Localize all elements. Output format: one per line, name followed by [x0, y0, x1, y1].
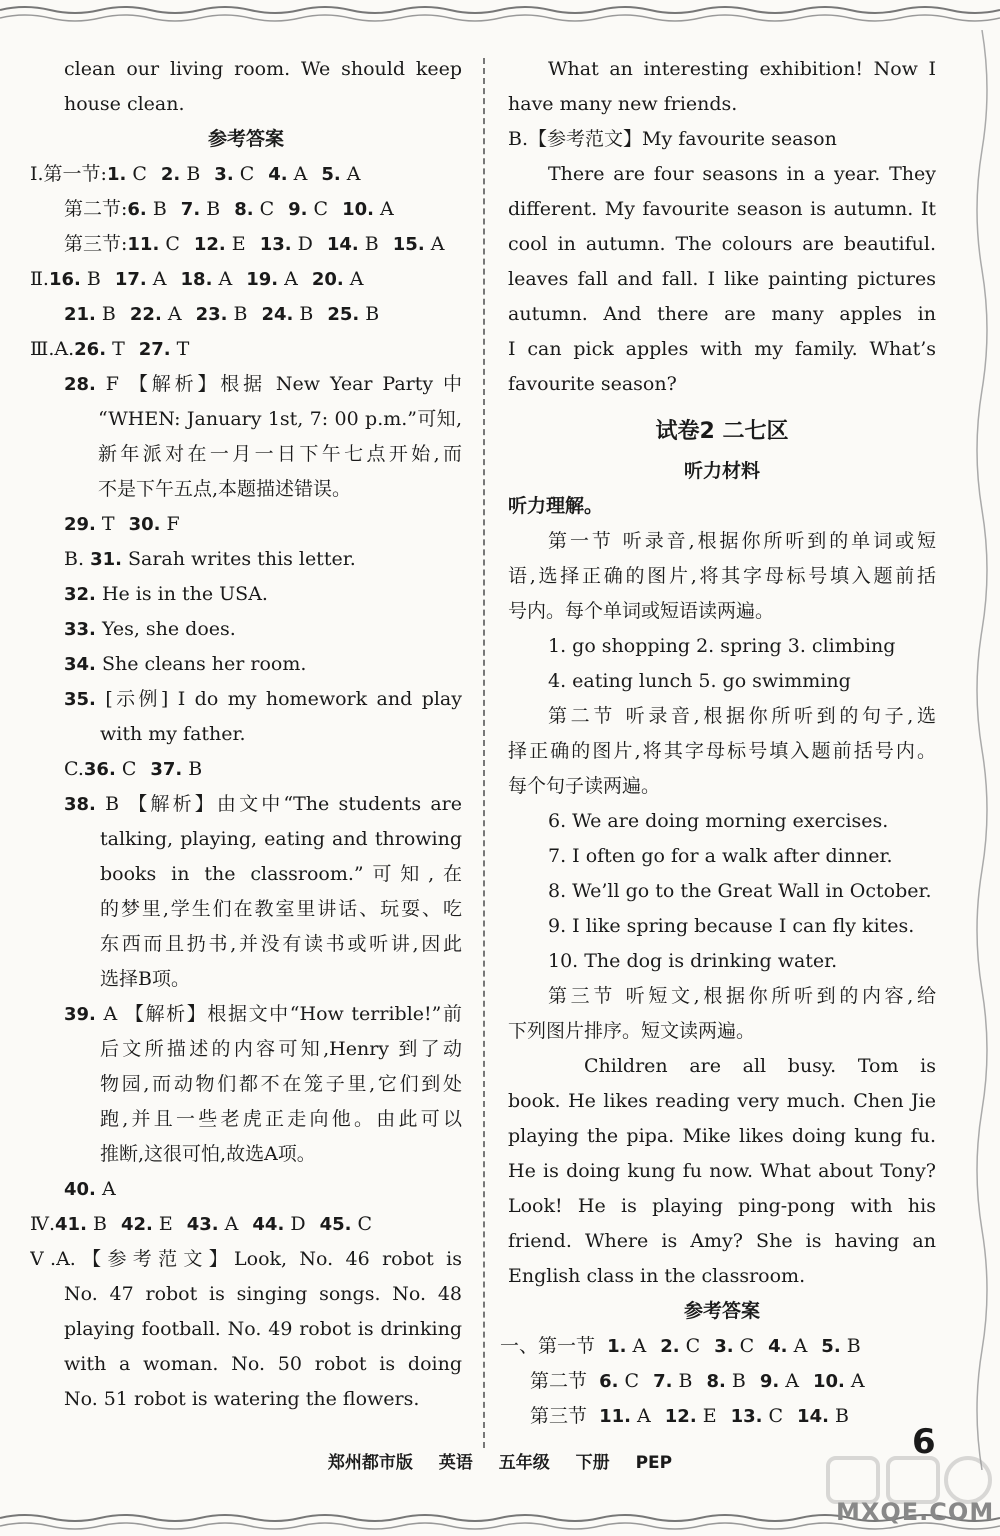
- answer-list: [74, 338, 203, 360]
- answer-number: 26.: [74, 339, 107, 360]
- answer-list: [599, 1370, 879, 1392]
- watermark-text: MXQE.COM: [836, 1498, 995, 1526]
- question-28: [30, 367, 462, 402]
- answer-item: [599, 1399, 651, 1434]
- footer-subject: 英语: [438, 1453, 473, 1473]
- answer-choice: B: [359, 303, 380, 325]
- answer-list: [55, 1213, 386, 1235]
- answer-choice: A: [631, 1405, 651, 1427]
- answer-item: [64, 507, 115, 542]
- answer-number: 23.: [195, 304, 228, 325]
- jie-label: 第二节: [530, 1370, 588, 1392]
- answer-text: [示例] I do my homework and play: [105, 688, 462, 710]
- column-divider: [483, 58, 485, 1448]
- answer-choice: C: [351, 1213, 373, 1235]
- answer-choice: C: [679, 1335, 701, 1357]
- footer-edition: 郑州都市版: [327, 1453, 413, 1473]
- answer-list: [64, 513, 194, 535]
- answer-choice: E: [225, 233, 246, 255]
- answer-choice: B: [358, 233, 379, 255]
- answer-item: [768, 1329, 807, 1364]
- answer-number: 18.: [180, 269, 213, 290]
- answer-number: 37.: [150, 759, 183, 780]
- section-1-jie-2: [30, 192, 462, 227]
- answer-number: 8.: [706, 1371, 726, 1392]
- section-label: Ⅰ.: [30, 163, 44, 185]
- text-line: There are four seasons in a year. They: [548, 163, 936, 185]
- question-31: [30, 542, 462, 577]
- answer-choice: C: [115, 758, 137, 780]
- right-decorative-border: [960, 30, 1000, 1470]
- text-line: 每个句子读两遍。: [508, 775, 661, 797]
- section-label: Ⅲ.: [30, 338, 55, 360]
- answer-number: 10.: [342, 199, 374, 220]
- part-label: B.: [64, 548, 85, 570]
- answer-row-1: [500, 1329, 936, 1364]
- answer-item: [342, 192, 394, 227]
- answer-choice: C: [159, 233, 180, 255]
- answer-number: 7.: [653, 1371, 673, 1392]
- right-column: [500, 52, 936, 1434]
- text-line: Look! He is playing ping-pong with his: [508, 1195, 936, 1217]
- text-line: different. My favourite season is autumn. It: [508, 198, 936, 220]
- section-1-jie-1: [30, 157, 462, 192]
- answer-text: Yes, she does.: [101, 618, 236, 640]
- answer-choice: B: [200, 198, 221, 220]
- explanation-text: A 【解析】根据文中“How terrible!”前: [103, 1003, 462, 1025]
- text-line: 第一节 听录音,根据你所听到的单词或短: [548, 530, 936, 552]
- text-line: No. 51 robot is watering the flowers.: [64, 1388, 420, 1410]
- answer-choice: C: [253, 198, 275, 220]
- text-line: “WHEN: January 1st, 7: 00 p.m.”可知,: [98, 408, 462, 430]
- answer-number: 10.: [812, 1371, 845, 1392]
- answer-number: 30.: [128, 514, 161, 535]
- answer-item: [653, 1364, 692, 1399]
- text-line: books in the classroom.”可知,在: [100, 863, 462, 885]
- jie-label: 第三节:: [64, 233, 128, 255]
- answer-choice: C: [733, 1335, 755, 1357]
- answer-choice: C: [618, 1370, 640, 1392]
- answer-choice: B: [227, 303, 248, 325]
- answer-number: 14.: [326, 234, 359, 255]
- text-line: English class in the classroom.: [508, 1265, 806, 1287]
- answer-choice: B: [725, 1370, 746, 1392]
- answer-choice: B: [293, 303, 314, 325]
- text-line: 下列图片排序。短文读两遍。: [508, 1020, 756, 1042]
- answer-number: 3.: [214, 164, 234, 185]
- answer-choice: A: [340, 163, 361, 185]
- answer-number: 25.: [327, 304, 360, 325]
- question-number: 38.: [64, 794, 96, 815]
- answer-number: 13.: [259, 234, 292, 255]
- question-number: 39.: [64, 1004, 96, 1025]
- text-line: What an interesting exhibition! Now I: [548, 58, 936, 80]
- answer-choice: B: [840, 1335, 861, 1357]
- text-line: He is doing kung fu now. What about Tony?: [508, 1160, 936, 1182]
- answer-item: [127, 192, 166, 227]
- answer-item: [181, 192, 220, 227]
- section-3-part-c: [30, 752, 462, 787]
- answer-list: [127, 233, 458, 255]
- question-34: [30, 647, 462, 682]
- explanation-text: B 【解析】由文中“The students are: [105, 793, 462, 815]
- question-number: 35.: [64, 689, 96, 710]
- answer-item: [161, 157, 200, 192]
- section-label: Ⅴ.: [30, 1248, 57, 1270]
- answer-number: 4.: [768, 1336, 788, 1357]
- text-line: 第三节 听短文,根据你所听到的内容,给: [548, 985, 936, 1007]
- answer-item: [187, 1207, 239, 1242]
- answer-item: [64, 297, 116, 332]
- answer-item: [320, 1207, 372, 1242]
- answer-choice: A: [844, 1370, 865, 1392]
- answer-choice: B: [80, 268, 101, 290]
- answer-choice: A: [161, 303, 182, 325]
- answer-item: [181, 262, 233, 297]
- answer-number: 12.: [193, 234, 226, 255]
- question-33: [30, 612, 462, 647]
- answer-number: 5.: [321, 164, 341, 185]
- listening-comprehension-label: 听力理解。: [508, 495, 604, 517]
- text-line: clean our living room. We should keep: [64, 58, 462, 80]
- answer-number: 1.: [106, 164, 127, 185]
- answer-item: [321, 157, 360, 192]
- answer-number: 24.: [261, 304, 294, 325]
- text-line: 东西而且扔书,并没有读书或听讲,因此: [100, 933, 462, 955]
- answer-choice: A: [343, 268, 364, 290]
- explanation-text: F 【解析】根据 New Year Party 中: [105, 373, 462, 395]
- answer-choice: C: [233, 163, 255, 185]
- answer-text: Sarah writes this letter.: [128, 548, 356, 570]
- answer-item: [49, 262, 101, 297]
- answer-list: [64, 303, 393, 325]
- text-line: cool in autumn. The colours are beautiful.: [508, 233, 936, 255]
- essay-text: A.【参考范文】Look, No. 46 robot is: [56, 1248, 462, 1270]
- answer-choice: D: [291, 233, 313, 255]
- answer-number: 19.: [246, 269, 279, 290]
- listening-sentence: 10. The dog is drinking water.: [548, 950, 838, 972]
- answer-choice: T: [106, 338, 125, 360]
- answer-number: 12.: [664, 1406, 697, 1427]
- jie-label: 第二节:: [64, 198, 128, 220]
- answer-choice: T: [170, 338, 190, 360]
- answer-item: [660, 1329, 700, 1364]
- text-line: 后文所描述的内容可知,Henry 到了动: [100, 1038, 462, 1060]
- answer-item: [194, 227, 246, 262]
- answer-item: [121, 1207, 173, 1242]
- answer-choice: A: [787, 1335, 808, 1357]
- answer-item: [288, 192, 328, 227]
- answer-item: [129, 507, 180, 542]
- answers-heading: 参考答案: [207, 128, 284, 150]
- top-decorative-border: [0, 0, 1000, 30]
- jie-label: 一、第一节: [500, 1335, 596, 1357]
- answer-item: [821, 1329, 860, 1364]
- section-label: Ⅳ.: [30, 1213, 56, 1235]
- section-1-jie-3: [30, 227, 462, 262]
- answer-number: 22.: [129, 304, 162, 325]
- footer-version: PEP: [635, 1453, 673, 1473]
- listening-sentence: 9. I like spring because I can fly kites.: [548, 915, 915, 937]
- answer-item: [260, 227, 313, 262]
- text-line: 不是下午五点,本题描述错误。: [98, 478, 352, 500]
- answer-list: [599, 1405, 863, 1427]
- text-line: 语,选择正确的图片,将其字母标号填入题前括: [508, 565, 936, 587]
- question-32: [30, 577, 462, 612]
- answer-number: 36.: [83, 759, 116, 780]
- footer-grade: 五年级: [498, 1453, 550, 1473]
- question-38: [30, 787, 462, 822]
- text-line: talking, playing, eating and throwing: [100, 828, 462, 850]
- answer-choice: B: [86, 1213, 107, 1235]
- answer-number: 7.: [180, 199, 201, 220]
- answer-number: 13.: [730, 1406, 763, 1427]
- answer-number: 20.: [311, 269, 344, 290]
- listening-sentence: 8. We’ll go to the Great Wall in October.: [548, 880, 932, 902]
- answer-choice: B: [180, 163, 201, 185]
- answer-item: [246, 262, 298, 297]
- answer-choice: B: [146, 198, 167, 220]
- question-number: 31.: [90, 549, 122, 570]
- answer-item: [196, 297, 248, 332]
- answer-choice: A: [626, 1335, 647, 1357]
- answer-number: 9.: [759, 1371, 780, 1392]
- essay-label: B.【参考范文】My favourite season: [508, 128, 837, 150]
- section-5-line: [30, 1242, 462, 1277]
- text-line: favourite season?: [508, 373, 677, 395]
- answer-number: 45.: [319, 1214, 352, 1235]
- answer-item: [268, 157, 307, 192]
- answer-item: [607, 1329, 646, 1364]
- answer-item: [127, 227, 179, 262]
- section-label: Ⅱ.: [30, 268, 49, 290]
- text-line: I can pick apples with my family. What’s: [508, 338, 936, 360]
- text-line: No. 47 robot is singing songs. No. 48: [64, 1283, 462, 1305]
- section-2-row-1: [30, 262, 462, 297]
- text-line: 择正确的图片,将其字母标号填入题前括号内。: [508, 740, 936, 762]
- answer-choice: A: [218, 1213, 239, 1235]
- text-line: 物园,而动物们都不在笼子里,它们到处: [100, 1073, 462, 1095]
- section-2-row-2: [30, 297, 462, 332]
- listening-sentence: 7. I often go for a walk after dinner.: [548, 845, 893, 867]
- answer-number: 11.: [599, 1406, 631, 1427]
- answer-number: 44.: [252, 1214, 285, 1235]
- answer-item: [150, 752, 202, 787]
- answer-item: [714, 1329, 754, 1364]
- answer-number: 15.: [392, 234, 425, 255]
- answer-text: He is in the USA.: [101, 583, 268, 605]
- answer-choice: B: [182, 758, 203, 780]
- answer-list: [127, 198, 407, 220]
- question-35: [30, 682, 462, 717]
- answer-item: [74, 332, 125, 367]
- text-line: 新年派对在一月一日下午七点开始,而: [98, 443, 462, 465]
- left-column: [30, 52, 462, 1417]
- answer-number: 2.: [160, 164, 181, 185]
- question-39: [30, 997, 462, 1032]
- answer-item: [252, 1207, 305, 1242]
- answer-number: 2.: [660, 1336, 680, 1357]
- answer-number: 43.: [186, 1214, 219, 1235]
- text-line: Children are all busy. Tom is: [584, 1055, 936, 1077]
- answer-number: 29.: [64, 514, 96, 535]
- text-line: 跑,并且一些老虎正走向他。由此可以: [100, 1108, 462, 1130]
- part-label: A.: [54, 338, 75, 360]
- question-number: 28.: [64, 374, 96, 395]
- text-line: playing the pipa. Mike likes doing kung fu.: [508, 1125, 936, 1147]
- listening-items: 4. eating lunch 5. go swimming: [548, 670, 851, 692]
- text-line: 号内。每个单词或短语读两遍。: [508, 600, 775, 622]
- answer-number: 9.: [288, 199, 308, 220]
- answer-choice: A: [212, 268, 233, 290]
- text-line: house clean.: [64, 93, 185, 115]
- answer-choice: A: [424, 233, 445, 255]
- question-number: 33.: [64, 619, 96, 640]
- question-40: [30, 1172, 462, 1207]
- answer-item: [813, 1364, 865, 1399]
- answer-text: She cleans her room.: [101, 653, 307, 675]
- answer-choice: A: [779, 1370, 799, 1392]
- text-line: with my father.: [100, 723, 246, 745]
- answer-list: [107, 163, 375, 185]
- answer-item: [139, 332, 190, 367]
- answer-list: [607, 1335, 875, 1357]
- answer-item: [214, 157, 254, 192]
- answer-choice: B: [95, 303, 116, 325]
- text-line: autumn. And there are many apples in: [508, 303, 936, 325]
- answer-item: [261, 297, 313, 332]
- footer-volume: 下册: [575, 1453, 610, 1473]
- answer-row-2: [508, 1364, 936, 1399]
- answer-item: [327, 227, 379, 262]
- answer-row-3: [508, 1399, 936, 1434]
- answer-item: [327, 297, 379, 332]
- answer-list: [84, 758, 216, 780]
- answer-choice: C: [307, 198, 329, 220]
- answer-item: [234, 192, 274, 227]
- answer-choice: E: [152, 1213, 173, 1235]
- answer-number: 27.: [138, 339, 171, 360]
- answer-number: 11.: [127, 234, 160, 255]
- part-label: C.: [64, 758, 84, 780]
- answer-number: 41.: [55, 1214, 87, 1235]
- text-line: leaves fall and fall. I like painting pictures: [508, 268, 936, 290]
- answer-choice: A: [278, 268, 298, 290]
- answer-number: 17.: [114, 269, 147, 290]
- answer-item: [706, 1364, 745, 1399]
- answer-number: 4.: [268, 164, 288, 185]
- answer-choice: B: [672, 1370, 693, 1392]
- text-line: friend. Where is Amy? She is having an: [508, 1230, 936, 1252]
- answer-item: [130, 297, 182, 332]
- answer-number: 6.: [127, 199, 147, 220]
- section-3-part-a: [30, 332, 462, 367]
- answer-item: [84, 752, 136, 787]
- answer-item: [115, 262, 167, 297]
- answer-item: [797, 1399, 849, 1434]
- answer-item: [760, 1364, 799, 1399]
- text-line: 选择B项。: [100, 968, 190, 990]
- answers-heading: 参考答案: [683, 1300, 760, 1322]
- paper-title: 试卷2 二七区: [655, 419, 789, 444]
- answer-number: 16.: [48, 269, 81, 290]
- text-line: 第二节 听录音,根据你所听到的句子,选: [548, 705, 936, 727]
- answer-item: [55, 1207, 107, 1242]
- answer-choice: F: [160, 513, 180, 535]
- listening-items: 1. go shopping 2. spring 3. climbing: [548, 635, 896, 657]
- text-line: playing football. No. 49 robot is drinking: [64, 1318, 462, 1340]
- page-number: 6: [912, 1422, 936, 1462]
- question-number: 32.: [64, 584, 96, 605]
- answer-item: [599, 1364, 639, 1399]
- answer-item: [665, 1399, 717, 1434]
- jie-label: 第一节:: [43, 163, 107, 185]
- answer-choice: A: [373, 198, 394, 220]
- answer-number: 14.: [797, 1406, 829, 1427]
- answer-choice: B: [828, 1405, 849, 1427]
- text-line: 推断,这很可怕,故选A项。: [100, 1143, 316, 1165]
- answer-number: 1.: [607, 1336, 627, 1357]
- answer-number: 8.: [234, 199, 254, 220]
- text-line: with a woman. No. 50 robot is doing: [64, 1353, 462, 1375]
- listening-sentence: 6. We are doing morning exercises.: [548, 810, 889, 832]
- answer-number: 21.: [64, 304, 96, 325]
- answer-choice: T: [95, 513, 115, 535]
- text-line: have many new friends.: [508, 93, 738, 115]
- answer-text: A: [101, 1178, 116, 1200]
- answer-item: [312, 262, 364, 297]
- question-number: 40.: [64, 1179, 96, 1200]
- answer-choice: A: [287, 163, 308, 185]
- answer-number: 6.: [599, 1371, 619, 1392]
- jie-label: 第三节: [530, 1405, 588, 1427]
- text-line: 的梦里,学生们在教室里讲话、玩耍、吃: [100, 898, 462, 920]
- answer-choice: E: [696, 1405, 717, 1427]
- answer-item: [393, 227, 445, 262]
- section-4: [30, 1207, 462, 1242]
- answer-choice: A: [146, 268, 167, 290]
- answer-number: 3.: [714, 1336, 734, 1357]
- answer-number: 5.: [821, 1336, 841, 1357]
- answer-choice: D: [284, 1213, 306, 1235]
- listening-material-heading: 听力材料: [683, 460, 760, 482]
- answer-item: [731, 1399, 783, 1434]
- answer-item: [107, 157, 147, 192]
- answer-choice: C: [126, 163, 147, 185]
- text-line: book. He likes reading very much. Chen Jie: [508, 1090, 936, 1112]
- answer-number: 42.: [120, 1214, 153, 1235]
- questions-29-30: [30, 507, 462, 542]
- question-number: 34.: [64, 654, 96, 675]
- answer-choice: C: [762, 1405, 784, 1427]
- answer-list: [49, 268, 378, 290]
